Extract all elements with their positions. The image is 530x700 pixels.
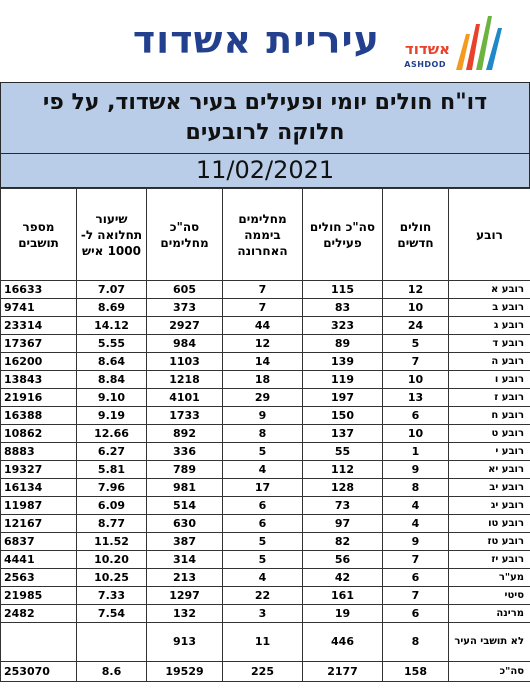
- cell-total-active: 56: [303, 551, 383, 569]
- cell-new-sick: 6: [383, 407, 449, 425]
- cell-infection-rate: 8.69: [77, 299, 147, 317]
- cell-new-sick: 7: [383, 551, 449, 569]
- cell-recovered-24h: 12: [223, 335, 303, 353]
- cell-total-recovered: 981: [147, 479, 223, 497]
- cell-infection-rate: 8.77: [77, 515, 147, 533]
- cell-infection-rate: 7.07: [77, 281, 147, 299]
- city-title: עיריית אשדוד: [132, 18, 380, 62]
- report-title-line1: דו"ח חולים יומי ופעילים בעיר אשדוד, על פי: [42, 90, 488, 115]
- cell-new-sick: 9: [383, 461, 449, 479]
- cell-recovered-24h: 3: [223, 605, 303, 623]
- cell-residents: 253070: [1, 662, 77, 682]
- cell-district: רובע ט: [449, 425, 530, 443]
- cell-total-active: 82: [303, 533, 383, 551]
- cell-district: רובע ב: [449, 299, 530, 317]
- cell-total-active: 128: [303, 479, 383, 497]
- cell-new-sick: 4: [383, 497, 449, 515]
- cell-district: רובע יא: [449, 461, 530, 479]
- cell-residents: 21985: [1, 587, 77, 605]
- cell-district: רובע טו: [449, 515, 530, 533]
- cell-total-recovered: 387: [147, 533, 223, 551]
- cell-infection-rate: 10.25: [77, 569, 147, 587]
- cell-residents: 9741: [1, 299, 77, 317]
- cell-new-sick: 10: [383, 425, 449, 443]
- header-new-sick: חולים חדשים: [383, 189, 449, 281]
- header: [0, 0, 530, 83]
- header-infection-rate: שיעור תחלואה ל- 1000 איש: [77, 189, 147, 281]
- cell-residents: 16388: [1, 407, 77, 425]
- table-row: [1, 425, 530, 443]
- cell-total-active: 150: [303, 407, 383, 425]
- cell-district: רובע ח: [449, 407, 530, 425]
- cell-district: רובע יב: [449, 479, 530, 497]
- cell-residents: 6837: [1, 533, 77, 551]
- cell-residents: 23314: [1, 317, 77, 335]
- cell-recovered-24h: 5: [223, 443, 303, 461]
- cell-infection-rate: 9.19: [77, 407, 147, 425]
- cell-infection-rate: 12.66: [77, 425, 147, 443]
- cell-district: רובע ה: [449, 353, 530, 371]
- cell-new-sick: 6: [383, 605, 449, 623]
- cell-total-active: 446: [303, 623, 383, 662]
- cell-new-sick: 8: [383, 623, 449, 662]
- header-district: רובע: [449, 189, 530, 281]
- cell-total-recovered: 789: [147, 461, 223, 479]
- table-row: [1, 587, 530, 605]
- cell-new-sick: 10: [383, 371, 449, 389]
- cell-district: רובע י: [449, 443, 530, 461]
- table-row: [1, 335, 530, 353]
- cell-total-recovered: 373: [147, 299, 223, 317]
- cell-district: מרינה: [449, 605, 530, 623]
- table-row: [1, 533, 530, 551]
- table-row: [1, 407, 530, 425]
- cell-total-recovered: 19529: [147, 662, 223, 682]
- logo-text-hebrew: אשדוד: [404, 40, 450, 58]
- table-row: [1, 443, 530, 461]
- cell-total-recovered: 1218: [147, 371, 223, 389]
- cell-new-sick: 10: [383, 299, 449, 317]
- cell-residents: 17367: [1, 335, 77, 353]
- cell-residents: 13843: [1, 371, 77, 389]
- cell-total-recovered: 2927: [147, 317, 223, 335]
- table-total-row: [1, 662, 530, 682]
- header-total-active: סה"כ חולים פעילים: [303, 189, 383, 281]
- table-row: [1, 497, 530, 515]
- table-row: [1, 281, 530, 299]
- cell-district: רובע ו: [449, 371, 530, 389]
- cell-total-active: 119: [303, 371, 383, 389]
- cell-recovered-24h: 5: [223, 533, 303, 551]
- cell-residents: 16633: [1, 281, 77, 299]
- cell-total-recovered: 514: [147, 497, 223, 515]
- cell-recovered-24h: 44: [223, 317, 303, 335]
- table-body: [1, 281, 530, 682]
- cell-recovered-24h: 18: [223, 371, 303, 389]
- cell-district: רובע יז: [449, 551, 530, 569]
- cell-infection-rate: 5.55: [77, 335, 147, 353]
- cell-infection-rate: 7.96: [77, 479, 147, 497]
- cell-recovered-24h: 6: [223, 497, 303, 515]
- table-row: [1, 389, 530, 407]
- cell-residents: 2563: [1, 569, 77, 587]
- report-date: 11/02/2021: [0, 154, 530, 188]
- cell-residents: 12167: [1, 515, 77, 533]
- table-row: [1, 515, 530, 533]
- cell-infection-rate: 9.10: [77, 389, 147, 407]
- header-recovered-24h: מחלימים ביממה האחרונה: [223, 189, 303, 281]
- cell-new-sick: 12: [383, 281, 449, 299]
- cell-recovered-24h: 7: [223, 299, 303, 317]
- cell-total-recovered: 336: [147, 443, 223, 461]
- cell-recovered-24h: 8: [223, 425, 303, 443]
- cell-total-active: 42: [303, 569, 383, 587]
- cell-new-sick: 1: [383, 443, 449, 461]
- cell-residents: 16200: [1, 353, 77, 371]
- table-row: [1, 569, 530, 587]
- cell-infection-rate: 8.6: [77, 662, 147, 682]
- header-residents: מספר תושבים: [1, 189, 77, 281]
- cell-new-sick: 13: [383, 389, 449, 407]
- header-total-recovered: סה"כ מחלימים: [147, 189, 223, 281]
- cell-new-sick: 5: [383, 335, 449, 353]
- cell-new-sick: 4: [383, 515, 449, 533]
- logo-text-english: ASHDOD: [404, 60, 446, 69]
- cell-total-active: 2177: [303, 662, 383, 682]
- cell-district: רובע ד: [449, 335, 530, 353]
- cell-new-sick: 8: [383, 479, 449, 497]
- cell-total-recovered: 213: [147, 569, 223, 587]
- cell-infection-rate: 10.20: [77, 551, 147, 569]
- cell-total-active: 161: [303, 587, 383, 605]
- table-row: [1, 551, 530, 569]
- cell-recovered-24h: 17: [223, 479, 303, 497]
- cell-infection-rate: 5.81: [77, 461, 147, 479]
- table-row: [1, 479, 530, 497]
- cell-infection-rate: 6.27: [77, 443, 147, 461]
- cell-district: רובע יג: [449, 497, 530, 515]
- cell-district: סה"כ: [449, 662, 530, 682]
- cell-total-active: 197: [303, 389, 383, 407]
- cell-total-recovered: 630: [147, 515, 223, 533]
- table-row: [1, 461, 530, 479]
- cell-total-active: 73: [303, 497, 383, 515]
- cell-total-recovered: 984: [147, 335, 223, 353]
- cell-total-recovered: 892: [147, 425, 223, 443]
- cell-total-active: 89: [303, 335, 383, 353]
- cell-total-recovered: 605: [147, 281, 223, 299]
- cell-total-active: 139: [303, 353, 383, 371]
- cell-district: מע"ר: [449, 569, 530, 587]
- cell-new-sick: 6: [383, 569, 449, 587]
- table-row: [1, 353, 530, 371]
- cell-recovered-24h: 7: [223, 281, 303, 299]
- report-title-line2: חלוקה לרובעים: [185, 120, 345, 145]
- cell-residents: 8883: [1, 443, 77, 461]
- districts-table: [0, 188, 530, 682]
- cell-recovered-24h: 6: [223, 515, 303, 533]
- ashdod-logo: [382, 12, 502, 74]
- logo-bars-icon: [452, 12, 502, 74]
- cell-infection-rate: 8.64: [77, 353, 147, 371]
- cell-infection-rate: 7.54: [77, 605, 147, 623]
- cell-recovered-24h: 29: [223, 389, 303, 407]
- table-row: [1, 605, 530, 623]
- cell-total-active: 323: [303, 317, 383, 335]
- cell-new-sick: 7: [383, 587, 449, 605]
- cell-infection-rate: 11.52: [77, 533, 147, 551]
- cell-district: לא תושבי העיר: [449, 623, 530, 662]
- cell-new-sick: 24: [383, 317, 449, 335]
- cell-recovered-24h: 4: [223, 461, 303, 479]
- table-row: [1, 317, 530, 335]
- cell-residents: 4441: [1, 551, 77, 569]
- cell-residents: 11987: [1, 497, 77, 515]
- cell-district: רובע ג: [449, 317, 530, 335]
- cell-residents: 19327: [1, 461, 77, 479]
- cell-residents: 21916: [1, 389, 77, 407]
- table-row: [1, 623, 530, 662]
- cell-total-active: 112: [303, 461, 383, 479]
- cell-district: רובע טז: [449, 533, 530, 551]
- cell-new-sick: 9: [383, 533, 449, 551]
- cell-infection-rate: 8.84: [77, 371, 147, 389]
- cell-total-active: 19: [303, 605, 383, 623]
- cell-recovered-24h: 22: [223, 587, 303, 605]
- table-header-row: [1, 189, 530, 281]
- cell-infection-rate: 6.09: [77, 497, 147, 515]
- cell-recovered-24h: 5: [223, 551, 303, 569]
- cell-total-recovered: 1733: [147, 407, 223, 425]
- cell-district: סיטי: [449, 587, 530, 605]
- table-row: [1, 299, 530, 317]
- cell-total-recovered: 1297: [147, 587, 223, 605]
- cell-infection-rate: [77, 623, 147, 662]
- cell-district: רובע א: [449, 281, 530, 299]
- cell-recovered-24h: 11: [223, 623, 303, 662]
- cell-total-active: 137: [303, 425, 383, 443]
- cell-total-recovered: 132: [147, 605, 223, 623]
- table-row: [1, 371, 530, 389]
- cell-residents: 10862: [1, 425, 77, 443]
- cell-infection-rate: 7.33: [77, 587, 147, 605]
- cell-recovered-24h: 225: [223, 662, 303, 682]
- cell-total-active: 55: [303, 443, 383, 461]
- cell-total-active: 97: [303, 515, 383, 533]
- cell-recovered-24h: 9: [223, 407, 303, 425]
- report-title-banner: [0, 83, 530, 154]
- cell-recovered-24h: 14: [223, 353, 303, 371]
- cell-residents: 2482: [1, 605, 77, 623]
- cell-total-recovered: 314: [147, 551, 223, 569]
- cell-total-active: 115: [303, 281, 383, 299]
- cell-total-recovered: 4101: [147, 389, 223, 407]
- cell-residents: [1, 623, 77, 662]
- cell-total-active: 83: [303, 299, 383, 317]
- cell-total-recovered: 913: [147, 623, 223, 662]
- cell-total-recovered: 1103: [147, 353, 223, 371]
- cell-new-sick: 158: [383, 662, 449, 682]
- cell-residents: 16134: [1, 479, 77, 497]
- cell-district: רובע ז: [449, 389, 530, 407]
- cell-new-sick: 7: [383, 353, 449, 371]
- cell-infection-rate: 14.12: [77, 317, 147, 335]
- cell-recovered-24h: 4: [223, 569, 303, 587]
